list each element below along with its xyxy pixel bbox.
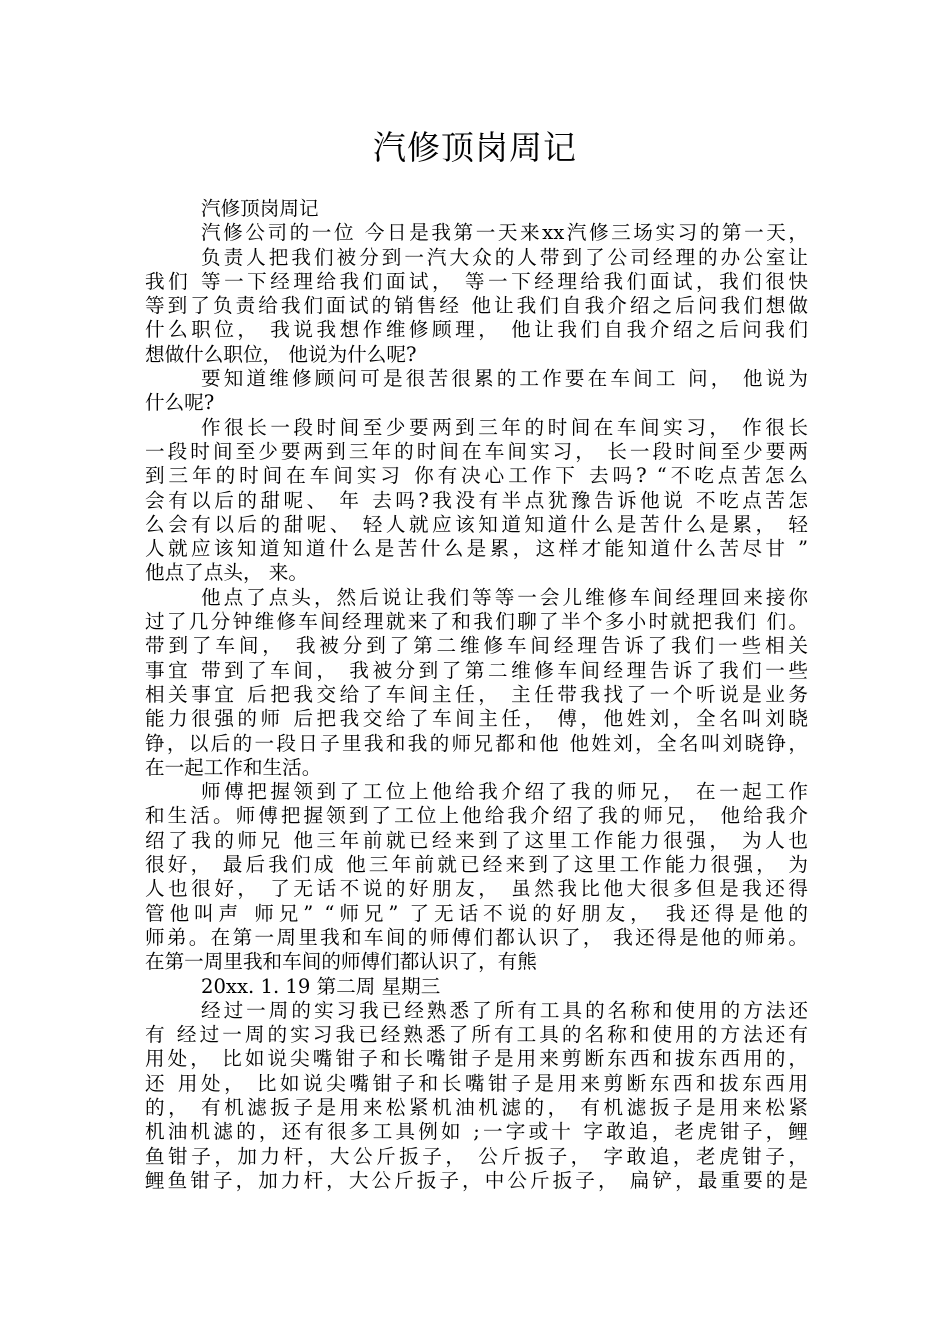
text-line: 鱼钳子，加力杆，大公斤扳子， 公斤扳子， 字敢追，老虎钳子， <box>145 1144 808 1168</box>
text-line: 一段时间至少要两到三年的时间在车间实习， 长一段时间至少要两 <box>145 439 808 463</box>
document-body <box>145 197 808 1193</box>
text-line: 带到了车间， 我被分到了第二维修车间经理告诉了我们一些相关 <box>145 634 808 658</box>
text-line: 鲤鱼钳子，加力杆，大公斤扳子，中公斤扳子， 扁铲，最重要的是 <box>145 1168 808 1192</box>
text-line: 有 经过一周的实习我已经熟悉了所有工具的名称和使用的方法还有 <box>145 1023 808 1047</box>
text-line: 经过一周的实习我已经熟悉了所有工具的名称和使用的方法还 <box>201 998 808 1022</box>
text-line: 么会有以后的甜呢、 轻人就应该知道知道什么是苦什么是累， 轻 <box>145 512 808 536</box>
text-line: 事宜 带到了车间， 我被分到了第二维修车间经理告诉了我们一些 <box>145 658 808 682</box>
text-line: 的， 有机滤扳子是用来松紧机油机滤的， 有机滤扳子是用来松紧 <box>145 1095 808 1119</box>
text-line: 到三年的时间在车间实习 你有决心工作下 去吗? “不吃点苦怎么 <box>145 464 808 488</box>
text-line: 过了几分钟维修车间经理就来了和我们聊了半个多小时就把我们 们。 <box>145 610 808 634</box>
text-line: 会有以后的甜呢、 年 去吗?我没有半点犹豫告诉他说 不吃点苦怎 <box>145 488 808 512</box>
text-line: 还 用处， 比如说尖嘴钳子和长嘴钳子是用来剪断东西和拔东西用 <box>145 1071 808 1095</box>
text-line: 要知道维修顾问可是很苦很累的工作要在车间工 问， 他说为 <box>201 367 808 391</box>
text-line: 他点了点头， 来。 <box>145 561 308 585</box>
text-line: 想做什么职位， 他说为什么呢? <box>145 342 417 366</box>
text-line: 作很长一段时间至少要两到三年的时间在车间实习， 作很长 <box>201 415 808 439</box>
text-line: 人就应该知道知道什么是苦什么是累，这样才能知道什么苦尽甘 ” <box>145 537 808 561</box>
text-line: 什么呢? <box>145 391 215 415</box>
text-line: 管他叫声 师兄” “师兄” 了无话不说的好朋友， 我还得是他的 <box>145 901 808 925</box>
text-line: 在第一周里我和车间的师傅们都认识了，有熊 <box>145 950 537 974</box>
text-line: 相关事宜 后把我交给了车间主任， 主任带我找了一个听说是业务 <box>145 682 808 706</box>
text-line: 汽修公司的一位 今日是我第一天来xx汽修三场实习的第一天， <box>201 221 808 245</box>
text-line: 绍了我的师兄 他三年前就已经来到了这里工作能力很强， 为人也 <box>145 828 808 852</box>
text-line: 汽修顶岗周记 <box>201 197 319 220</box>
text-line: 人也很好， 了无话不说的好朋友， 虽然我比他大很多但是我还得 <box>145 877 808 901</box>
text-line: 等到了负责给我们面试的销售经 他让我们自我介绍之后问我们想做 <box>145 294 808 318</box>
text-line: 他点了点头，然后说让我们等等一会儿维修车间经理回来接你 <box>201 585 808 609</box>
text-line: 师弟。在第一周里我和车间的师傅们都认识了， 我还得是他的师弟。 <box>145 925 808 949</box>
text-line: 很好， 最后我们成 他三年前就已经来到了这里工作能力很强， 为 <box>145 853 808 877</box>
text-line: 铮，以后的一段日子里我和我的师兄都和他 他姓刘，全名叫刘晓铮， <box>145 731 808 755</box>
text-line: 机油机滤的，还有很多工具例如 ;一字或十 字敢追，老虎钳子，鲤 <box>145 1120 808 1144</box>
text-line: 用处， 比如说尖嘴钳子和长嘴钳子是用来剪断东西和拔东西用的， <box>145 1047 808 1071</box>
text-line: 负责人把我们被分到一汽大众的人带到了公司经理的办公室让 <box>201 245 808 269</box>
text-line: 什么职位， 我说我想作维修顾理， 他让我们自我介绍之后问我们 <box>145 318 808 342</box>
document-title: 汽修顶岗周记 <box>373 128 577 167</box>
text-line: 和生活。师傅把握领到了工位上他给我介绍了我的师兄， 他给我介 <box>145 804 808 828</box>
text-line: 在一起工作和生活。 <box>145 755 322 779</box>
text-line: 师傅把握领到了工位上他给我介绍了我的师兄， 在一起工作 <box>201 780 808 804</box>
text-line: 20xx. 1. 19 第二周 星期三 <box>201 974 441 998</box>
text-line: 我们 等一下经理给我们面试， 等一下经理给我们面试，我们很快 <box>145 269 808 293</box>
text-line: 能力很强的师 后把我交给了车间主任， 傅，他姓刘，全名叫刘晓 <box>145 707 808 731</box>
